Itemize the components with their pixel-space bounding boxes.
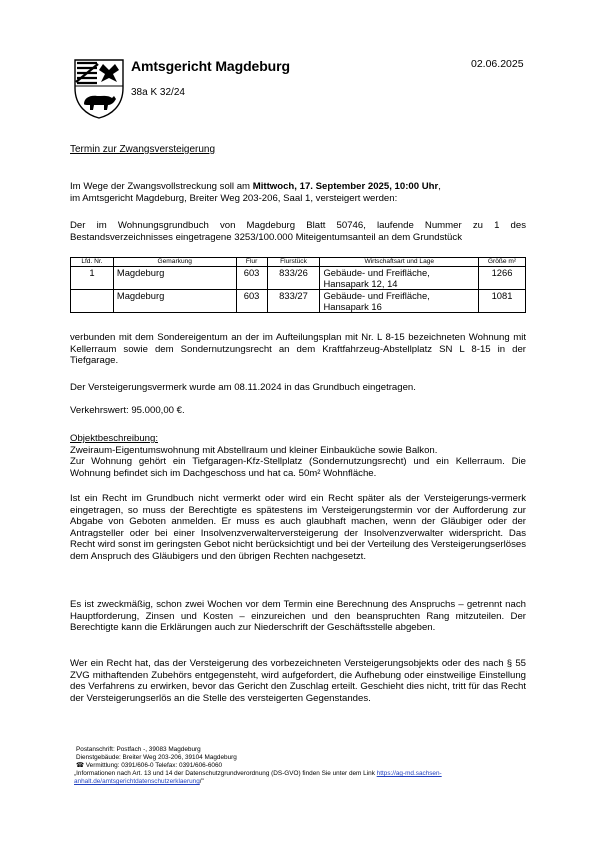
- cell-gemarkung: Magdeburg: [113, 290, 236, 313]
- cell-flur: 603: [236, 290, 267, 313]
- col-header-flur: Flur: [236, 258, 267, 267]
- object-description-text: Zur Wohnung gehört ein Tiefgaragen-Kfz-Stellplatz (Sondernutzungsrecht) und ein Kellerraum. Die Wohnung befindet sich im Dachgeschoss und hat ca. 50m² Wohnfläche.: [70, 456, 526, 479]
- footer: [74, 746, 534, 786]
- cell-lage-text: Hansapark 16: [323, 301, 382, 312]
- cell-flurstueck: 833/26: [267, 267, 320, 290]
- land-register-table: [70, 257, 526, 313]
- auction-location: im Amtsgericht Magdeburg, Breiter Weg 203-206, Saal 1, versteigert werden:: [70, 192, 398, 204]
- cell-groesse: 1081: [479, 290, 526, 313]
- table-row: [71, 290, 526, 313]
- cell-nr: [71, 290, 114, 313]
- col-header-nr: Lfd. Nr.: [71, 258, 114, 267]
- document-date: 02.06.2025: [471, 58, 524, 70]
- postal-address: Postanschrift: Postfach -, 39083 Magdeburg: [76, 746, 201, 753]
- table-header-row: [71, 258, 526, 267]
- object-description-line: Zweiraum-Eigentumswohnung mit Abstellraum und kleiner Einbauküche sowie Balkon.: [70, 444, 438, 456]
- auction-date: Mittwoch, 17. September 2025, 10:00 Uhr: [252, 181, 439, 192]
- privacy-link[interactable]: https://ag-md.sachsen-: [376, 770, 442, 777]
- privacy-info-end: /": [199, 778, 204, 785]
- register-note: Der Versteigerungsvermerk wurde am 08.11.2024 in das Grundbuch eingetragen.: [70, 382, 416, 393]
- col-header-groesse: Größe m²: [479, 258, 526, 267]
- col-header-wirtschaftsart: Wirtschaftsart und Lage: [320, 258, 479, 267]
- connection-paragraph: verbunden mit dem Sondereigentum an der im Aufteilungsplan mit Nr. L 8-15 bezeichneten Wohnung mit Kellerraum sowie dem Sondernutzungsrecht an dem Kraftfahrzeug-Abstellplatz SN L 8-15 in der Tiefgarage.: [70, 332, 526, 367]
- cell-lage: [320, 267, 479, 290]
- table-row: [71, 267, 526, 290]
- object-description: [70, 433, 526, 479]
- cell-nr: 1: [71, 267, 114, 290]
- objection-paragraph: Wer ein Recht hat, das der Versteigerung des vorbezeichneten Versteigerungsobjekts oder des nach § 55 ZVG mithaftenden Zubehörs entgegensteht, wird aufgefordert, die Aufhebung oder einstweilige Einstellung des Verfahrens zu erwirken, bevor das Gericht den Zuschlag erteilt. Geschieht dies nicht, tritt für das Recht der Versteigerungserlös an die Stelle des versteigerten Gegenstandes.: [70, 658, 526, 704]
- cell-art-text: Gebäude- und Freifläche,: [323, 290, 430, 301]
- case-number: 38a K 32/24: [131, 87, 185, 98]
- cell-lage-text: Hansapark 12, 14: [323, 278, 398, 289]
- calculation-paragraph: Es ist zweckmäßig, schon zwei Wochen vor dem Termin eine Berechnung des Anspruchs – getrennt nach Hauptforderung, Zinsen und Kosten – einzureichen und den beanspruchten Rang mitzuteilen. Der Berechtigte kann die Erklärungen auch zur Niederschrift der Geschäftsstelle abgeben.: [70, 599, 526, 634]
- rights-paragraph: Ist ein Recht im Grundbuch nicht vermerkt oder wird ein Recht später als der Versteigerungs-vermerk eingetragen, so muss der Berechtigte es spätestens im Versteigerungstermin vor der Aufforderung zur Abgabe von Geboten anmelden. Er muss es auch glaubhaft machen, wenn der Gläubiger oder der Antragsteller oder bei einer Insolvenzverwalterversteigerung der Insolvenzverwalter widerspricht. Das Recht wird sonst im geringsten Gebot nicht berücksichtigt und bei der Verteilung des Versteigerungserlöses dem Anspruch des Gläubigers und den übrigen Rechten nachgesetzt.: [70, 493, 526, 562]
- cell-lage: [320, 290, 479, 313]
- intro-comma: ,: [438, 181, 441, 192]
- cell-flur: 603: [236, 267, 267, 290]
- subject-line: Termin zur Zwangsversteigerung: [70, 144, 216, 155]
- privacy-link-continued[interactable]: anhalt.de/amtsgerichtdatenschutzerklaerung: [74, 778, 200, 785]
- cell-groesse: 1266: [479, 267, 526, 290]
- privacy-info-text: „Informationen nach Art. 13 und 14 der Datenschutzgrundverordnung (DS-GVO) finden Sie unter dem Link: [74, 770, 377, 777]
- court-name: Amtsgericht Magdeburg: [131, 58, 290, 74]
- cell-gemarkung: Magdeburg: [113, 267, 236, 290]
- col-header-flurstueck: Flurstück: [267, 258, 320, 267]
- office-address: Dienstgebäude: Breiter Weg 203-206, 39104 Magdeburg: [76, 754, 237, 761]
- coat-of-arms-icon: [73, 58, 125, 120]
- market-value: Verkehrswert: 95.000,00 €.: [70, 405, 185, 416]
- object-description-heading: Objektbeschreibung:: [70, 433, 158, 444]
- phone-fax: ☎ Vermittlung: 0391/606-0 Telefax: 0391/606-6060: [76, 762, 223, 769]
- cell-flurstueck: 833/27: [267, 290, 320, 313]
- intro-paragraph: [70, 181, 526, 204]
- cell-art-text: Gebäude- und Freifläche,: [323, 267, 430, 278]
- col-header-gemarkung: Gemarkung: [113, 258, 236, 267]
- privacy-info: [74, 770, 534, 786]
- object-intro: Der im Wohnungsgrundbuch von Magdeburg Blatt 50746, laufende Nummer zu 1 des Bestandsverzeichnisses eingetragene 3253/100.000 Miteigentumsanteil an dem Grundstück: [70, 220, 526, 243]
- intro-text: Im Wege der Zwangsvollstreckung soll am: [70, 181, 253, 192]
